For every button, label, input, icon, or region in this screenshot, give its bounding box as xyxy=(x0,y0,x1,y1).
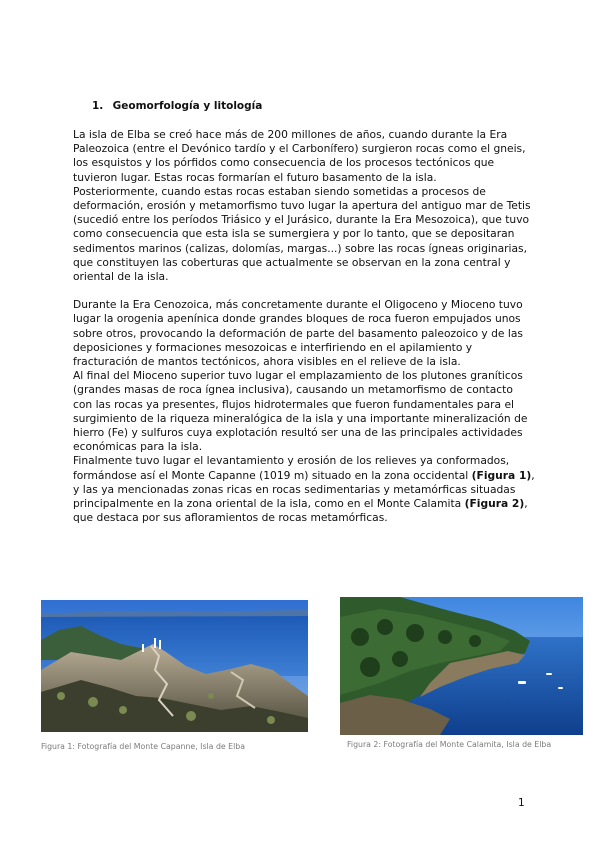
paragraph-miocene: Al final del Mioceno superior tuvo lugar el emplazamiento de los plutones graníticos (grandes masas de roca ígnea inclusiva), causando un metamorfismo de contacto con las rocas ya presentes, flujos hidrotermales que fueron fundamentales para el surgimiento de la riqueza mineralógica de la isla y una importante mineralización de hierro (Fe) y sulfuros cuya explotación resultó ser una de las principales actividades económicas para la isla. xyxy=(73,369,528,454)
figure-1-reference: (Figura 1) xyxy=(471,468,532,482)
section-title: Geomorfología y litología xyxy=(112,100,263,112)
figure-2-photo xyxy=(340,597,583,735)
figure-1-photo xyxy=(41,600,308,732)
final-text-1: Finalmente tuvo lugar el levantamiento y erosión de los relieves ya conformados, formándose así el Monte Capanne (1019 m) situado en la zona occidental xyxy=(73,454,510,482)
paragraph-paleozoic: La isla de Elba se creó hace más de 200 millones de años, cuando durante la Era Paleozoica (entre el Devónico tardío y el Carbonífero) surgieron rocas como el gneis, los esquistos y los pórfidos como consecuencia de los procesos tectónicos que tuvieron lugar. Estas rocas formarían el futuro basamento de la isla. xyxy=(73,128,526,184)
figure-2-reference: (Figura 2) xyxy=(464,497,525,511)
monte-calamita-image xyxy=(340,597,583,735)
paragraph-final xyxy=(73,454,535,525)
figure-2-caption: Figura 2: Fotografía del Monte Calamita, Isla de Elba xyxy=(347,740,552,749)
page-number: 1 xyxy=(518,797,525,809)
section-heading xyxy=(92,100,262,112)
paragraph-mesozoic: Posteriormente, cuando estas rocas estaban siendo sometidas a procesos de deformación, erosión y metamorfismo tuvo lugar la apertura del antiguo mar de Tetis (sucedió entre los períodos Triásico y el Jurásico, durante la Era Mesozoica), que tuvo como consecuencia que esta isla se sumergiera y por lo tanto, que se depositaran sedimentos marinos (calizas, dolomías, margas...) sobre las rocas ígneas originarias, que constituyen las coberturas que actualmente se observan en la zona central y oriental de la isla. xyxy=(73,184,531,284)
final-text-2: , y las ya mencionadas zonas ricas en rocas sedimentarias y metamórficas situadas principalmente en la zona oriental de la isla, como en el Monte Calamita xyxy=(73,468,535,511)
body-text xyxy=(73,128,535,525)
monte-capanne-image xyxy=(41,600,308,732)
figure-1-caption: Figura 1: Fotografía del Monte Capanne, Isla de Elba xyxy=(41,742,245,751)
final-text-3: , que destaca por sus afloramientos de rocas metamórficas. xyxy=(73,497,528,525)
paragraph-cenozoic: Durante la Era Cenozoica, más concretamente durante el Oligoceno y Mioceno tuvo lugar la orogenia apenínica donde grandes bloques de roca fueron empujados unos sobre otros, provocando la deformación de parte del basamento paleozoico y de las deposiciones y formaciones mesozoicas e interfiriendo en el apilamiento y fracturación de mantos tectónicos, ahora visibles en el relieve de la isla. xyxy=(73,298,523,369)
section-number: 1. xyxy=(92,100,104,112)
